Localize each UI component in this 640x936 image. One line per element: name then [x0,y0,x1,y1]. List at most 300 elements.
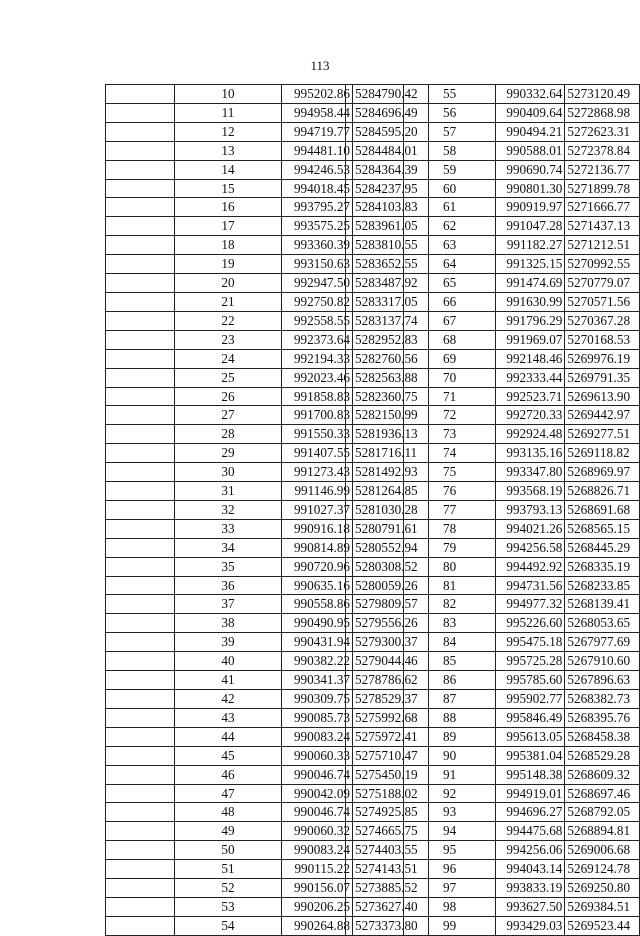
point-number-cell: 93 [404,803,496,822]
y-coordinate-cell: 5281030.28 [353,500,429,519]
y-coordinate-cell: 5267896.63 [565,671,640,690]
x-coordinate-cell: 994919.01 [496,784,565,803]
point-number-cell: 72 [404,406,496,425]
y-coordinate-cell: 5268139.41 [565,595,640,614]
x-coordinate-cell: 992558.55 [282,311,353,330]
y-coordinate-cell: 5274143.51 [353,860,429,879]
table-row [346,652,640,671]
y-coordinate-cell: 5268233.85 [565,576,640,595]
blank-cell [106,841,175,860]
point-number-cell: 35 [175,557,282,576]
blank-cell [106,822,175,841]
x-coordinate-cell: 994977.32 [496,595,565,614]
y-coordinate-cell: 5268969.97 [565,463,640,482]
blank-cell [346,141,404,160]
table-row [346,463,640,482]
x-coordinate-cell: 990919.97 [496,198,565,217]
blank-cell [346,784,404,803]
table-row [346,198,640,217]
y-coordinate-cell: 5268335.19 [565,557,640,576]
x-coordinate-cell: 991700.83 [282,406,353,425]
x-coordinate-cell: 993575.25 [282,217,353,236]
x-coordinate-cell: 991027.37 [282,500,353,519]
point-number-cell: 29 [175,444,282,463]
table-row [346,217,640,236]
blank-cell [346,822,404,841]
blank-cell [346,879,404,898]
point-number-cell: 49 [175,822,282,841]
y-coordinate-cell: 5280791.61 [353,519,429,538]
table-row [346,765,640,784]
table-row [346,803,640,822]
blank-cell [106,879,175,898]
table-row [346,614,640,633]
point-number-cell: 22 [175,311,282,330]
x-coordinate-cell: 990156.07 [282,879,353,898]
blank-cell [346,633,404,652]
x-coordinate-cell: 993793.13 [496,500,565,519]
x-coordinate-cell: 993135.16 [496,444,565,463]
blank-cell [346,330,404,349]
point-number-cell: 47 [175,784,282,803]
blank-cell [346,557,404,576]
x-coordinate-cell: 994256.58 [496,538,565,557]
point-number-cell: 20 [175,274,282,293]
y-coordinate-cell: 5283317.05 [353,292,429,311]
point-number-cell: 19 [175,255,282,274]
x-coordinate-cell: 990494.21 [496,122,565,141]
table-row [346,746,640,765]
table-row [346,160,640,179]
y-coordinate-cell: 5267910.60 [565,652,640,671]
x-coordinate-cell: 990046.74 [282,765,353,784]
table-row [346,708,640,727]
y-coordinate-cell: 5274665.75 [353,822,429,841]
blank-cell [346,274,404,293]
blank-cell [106,784,175,803]
blank-cell [346,500,404,519]
blank-cell [346,368,404,387]
table-row [346,879,640,898]
y-coordinate-cell: 5284103.83 [353,198,429,217]
table-row [346,482,640,501]
x-coordinate-cell: 994475.68 [496,822,565,841]
x-coordinate-cell: 991474.69 [496,274,565,293]
x-coordinate-cell: 994018.45 [282,179,353,198]
table-row [346,330,640,349]
point-number-cell: 64 [404,255,496,274]
y-coordinate-cell: 5269006.68 [565,841,640,860]
x-coordinate-cell: 993568.19 [496,482,565,501]
table-row [346,633,640,652]
point-number-cell: 39 [175,633,282,652]
x-coordinate-cell: 995202.86 [282,85,353,104]
blank-cell [106,387,175,406]
point-number-cell: 28 [175,425,282,444]
y-coordinate-cell: 5270571.56 [565,292,640,311]
point-number-cell: 53 [175,897,282,916]
blank-cell [346,292,404,311]
table-row [346,349,640,368]
blank-cell [346,217,404,236]
y-coordinate-cell: 5282150.99 [353,406,429,425]
x-coordinate-cell: 994021.26 [496,519,565,538]
x-coordinate-cell: 995381.04 [496,746,565,765]
point-number-cell: 18 [175,236,282,255]
table-row [346,916,640,935]
y-coordinate-cell: 5272136.77 [565,160,640,179]
blank-cell [346,122,404,141]
x-coordinate-cell: 994043.14 [496,860,565,879]
blank-cell [346,103,404,122]
x-coordinate-cell: 991858.83 [282,387,353,406]
point-number-cell: 40 [175,652,282,671]
point-number-cell: 79 [404,538,496,557]
point-number-cell: 25 [175,368,282,387]
y-coordinate-cell: 5270367.28 [565,311,640,330]
y-coordinate-cell: 5268609.32 [565,765,640,784]
blank-cell [106,274,175,293]
x-coordinate-cell: 993150.63 [282,255,353,274]
blank-cell [106,292,175,311]
blank-cell [106,85,175,104]
x-coordinate-cell: 995226.60 [496,614,565,633]
x-coordinate-cell: 990341.37 [282,671,353,690]
point-number-cell: 86 [404,671,496,690]
point-number-cell: 23 [175,330,282,349]
blank-cell [106,141,175,160]
y-coordinate-cell: 5268382.73 [565,690,640,709]
blank-cell [346,916,404,935]
y-coordinate-cell: 5284790.42 [353,85,429,104]
y-coordinate-cell: 5279044.46 [353,652,429,671]
point-number-cell: 97 [404,879,496,898]
page-number: 113 [310,58,330,73]
blank-cell [346,179,404,198]
x-coordinate-cell: 994958.44 [282,103,353,122]
y-coordinate-cell: 5271212.51 [565,236,640,255]
blank-cell [346,803,404,822]
point-number-cell: 16 [175,198,282,217]
blank-cell [106,444,175,463]
x-coordinate-cell: 993429.03 [496,916,565,935]
x-coordinate-cell: 993627.50 [496,897,565,916]
x-coordinate-cell: 994731.56 [496,576,565,595]
table-row [346,103,640,122]
y-coordinate-cell: 5284364.39 [353,160,429,179]
x-coordinate-cell: 992023.46 [282,368,353,387]
blank-cell [106,368,175,387]
point-number-cell: 11 [175,103,282,122]
point-number-cell: 46 [175,765,282,784]
blank-cell [106,482,175,501]
y-coordinate-cell: 5272623.31 [565,122,640,141]
table-row [346,236,640,255]
point-number-cell: 26 [175,387,282,406]
table-row [346,727,640,746]
y-coordinate-cell: 5269250.80 [565,879,640,898]
point-number-cell: 94 [404,822,496,841]
y-coordinate-cell: 5275710.47 [353,746,429,765]
point-number-cell: 67 [404,311,496,330]
table-row [346,784,640,803]
x-coordinate-cell: 990690.74 [496,160,565,179]
x-coordinate-cell: 991796.29 [496,311,565,330]
y-coordinate-cell: 5275188.02 [353,784,429,803]
y-coordinate-cell: 5280552.94 [353,538,429,557]
x-coordinate-cell: 990431.94 [282,633,353,652]
blank-cell [346,406,404,425]
blank-cell [346,595,404,614]
y-coordinate-cell: 5268792.05 [565,803,640,822]
point-number-cell: 54 [175,916,282,935]
blank-cell [106,500,175,519]
x-coordinate-cell: 991146.99 [282,482,353,501]
y-coordinate-cell: 5269442.97 [565,406,640,425]
y-coordinate-cell: 5283137.74 [353,311,429,330]
blank-cell [346,841,404,860]
blank-cell [106,425,175,444]
blank-cell [106,897,175,916]
x-coordinate-cell: 995902.77 [496,690,565,709]
x-coordinate-cell: 990588.01 [496,141,565,160]
y-coordinate-cell: 5268697.46 [565,784,640,803]
y-coordinate-cell: 5282952.83 [353,330,429,349]
blank-cell [106,463,175,482]
table-row [346,822,640,841]
x-coordinate-cell: 991630.99 [496,292,565,311]
point-number-cell: 13 [175,141,282,160]
y-coordinate-cell: 5269613.90 [565,387,640,406]
blank-cell [106,311,175,330]
blank-cell [106,519,175,538]
x-coordinate-cell: 992720.33 [496,406,565,425]
table-row [346,841,640,860]
point-number-cell: 38 [175,614,282,633]
y-coordinate-cell: 5268691.68 [565,500,640,519]
y-coordinate-cell: 5281716.11 [353,444,429,463]
x-coordinate-cell: 994256.06 [496,841,565,860]
point-number-cell: 95 [404,841,496,860]
blank-cell [106,671,175,690]
blank-cell [106,406,175,425]
y-coordinate-cell: 5269384.51 [565,897,640,916]
x-coordinate-cell: 995846.49 [496,708,565,727]
x-coordinate-cell: 993795.27 [282,198,353,217]
y-coordinate-cell: 5284237.95 [353,179,429,198]
point-number-cell: 43 [175,708,282,727]
table-row [346,690,640,709]
blank-cell [346,519,404,538]
y-coordinate-cell: 5274925.85 [353,803,429,822]
table-row [346,500,640,519]
x-coordinate-cell: 990309.75 [282,690,353,709]
x-coordinate-cell: 991273.43 [282,463,353,482]
point-number-cell: 75 [404,463,496,482]
y-coordinate-cell: 5283487.92 [353,274,429,293]
y-coordinate-cell: 5282760.56 [353,349,429,368]
blank-cell [346,671,404,690]
table-row [346,860,640,879]
point-number-cell: 62 [404,217,496,236]
point-number-cell: 30 [175,463,282,482]
blank-cell [346,727,404,746]
point-number-cell: 10 [175,85,282,104]
table-row [346,595,640,614]
blank-cell [346,236,404,255]
x-coordinate-cell: 995475.18 [496,633,565,652]
blank-cell [346,387,404,406]
x-coordinate-cell: 994492.92 [496,557,565,576]
blank-cell [346,708,404,727]
table-row [346,444,640,463]
point-number-cell: 73 [404,425,496,444]
blank-cell [106,708,175,727]
x-coordinate-cell: 994481.10 [282,141,353,160]
y-coordinate-cell: 5269976.19 [565,349,640,368]
y-coordinate-cell: 5282563.88 [353,368,429,387]
y-coordinate-cell: 5271666.77 [565,198,640,217]
point-number-cell: 65 [404,274,496,293]
y-coordinate-cell: 5284595.20 [353,122,429,141]
x-coordinate-cell: 990814.89 [282,538,353,557]
blank-cell [106,103,175,122]
point-number-cell: 57 [404,122,496,141]
y-coordinate-cell: 5281264.85 [353,482,429,501]
table-row [346,179,640,198]
blank-cell [346,614,404,633]
point-number-cell: 48 [175,803,282,822]
y-coordinate-cell: 5269277.51 [565,425,640,444]
point-number-cell: 82 [404,595,496,614]
table-row [346,292,640,311]
table-body [346,85,640,936]
x-coordinate-cell: 992194.33 [282,349,353,368]
y-coordinate-cell: 5279809.57 [353,595,429,614]
x-coordinate-cell: 992947.50 [282,274,353,293]
table-row [346,85,640,104]
point-number-cell: 37 [175,595,282,614]
table-row [346,425,640,444]
blank-cell [106,690,175,709]
table-row [346,368,640,387]
point-number-cell: 76 [404,482,496,501]
y-coordinate-cell: 5268565.15 [565,519,640,538]
blank-cell [346,349,404,368]
blank-cell [346,897,404,916]
point-number-cell: 91 [404,765,496,784]
blank-cell [106,349,175,368]
x-coordinate-cell: 993360.39 [282,236,353,255]
y-coordinate-cell: 5269523.44 [565,916,640,935]
x-coordinate-cell: 990115.22 [282,860,353,879]
point-number-cell: 51 [175,860,282,879]
blank-cell [346,160,404,179]
point-number-cell: 41 [175,671,282,690]
blank-cell [106,803,175,822]
y-coordinate-cell: 5273627.40 [353,897,429,916]
point-number-cell: 99 [404,916,496,935]
coordinates-table-right [345,84,640,936]
table-row [346,274,640,293]
blank-cell [346,85,404,104]
table-row [346,311,640,330]
y-coordinate-cell: 5270992.55 [565,255,640,274]
blank-cell [346,482,404,501]
table-row [346,576,640,595]
point-number-cell: 15 [175,179,282,198]
y-coordinate-cell: 5278786.62 [353,671,429,690]
x-coordinate-cell: 994696.27 [496,803,565,822]
y-coordinate-cell: 5271437.13 [565,217,640,236]
blank-cell [106,595,175,614]
blank-cell [106,122,175,141]
y-coordinate-cell: 5284696.49 [353,103,429,122]
point-number-cell: 17 [175,217,282,236]
x-coordinate-cell: 994246.53 [282,160,353,179]
blank-cell [106,652,175,671]
blank-cell [346,576,404,595]
x-coordinate-cell: 990720.96 [282,557,353,576]
point-number-cell: 34 [175,538,282,557]
blank-cell [106,614,175,633]
point-number-cell: 50 [175,841,282,860]
x-coordinate-cell: 991550.33 [282,425,353,444]
blank-cell [346,198,404,217]
point-number-cell: 59 [404,160,496,179]
x-coordinate-cell: 990916.18 [282,519,353,538]
y-coordinate-cell: 5280059.26 [353,576,429,595]
y-coordinate-cell: 5270168.53 [565,330,640,349]
x-coordinate-cell: 995148.38 [496,765,565,784]
point-number-cell: 88 [404,708,496,727]
point-number-cell: 56 [404,103,496,122]
point-number-cell: 96 [404,860,496,879]
point-number-cell: 44 [175,727,282,746]
blank-cell [346,425,404,444]
y-coordinate-cell: 5268445.29 [565,538,640,557]
y-coordinate-cell: 5281936.13 [353,425,429,444]
blank-cell [346,746,404,765]
point-number-cell: 92 [404,784,496,803]
point-number-cell: 42 [175,690,282,709]
y-coordinate-cell: 5282360.75 [353,387,429,406]
point-number-cell: 80 [404,557,496,576]
point-number-cell: 24 [175,349,282,368]
y-coordinate-cell: 5269124.78 [565,860,640,879]
y-coordinate-cell: 5268826.71 [565,482,640,501]
y-coordinate-cell: 5272378.84 [565,141,640,160]
y-coordinate-cell: 5269118.82 [565,444,640,463]
x-coordinate-cell: 992523.71 [496,387,565,406]
blank-cell [346,463,404,482]
table-row [346,897,640,916]
x-coordinate-cell: 990060.32 [282,822,353,841]
y-coordinate-cell: 5279300.37 [353,633,429,652]
x-coordinate-cell: 990206.25 [282,897,353,916]
point-number-cell: 33 [175,519,282,538]
x-coordinate-cell: 990046.74 [282,803,353,822]
table-row [346,671,640,690]
y-coordinate-cell: 5283652.55 [353,255,429,274]
y-coordinate-cell: 5280308.52 [353,557,429,576]
point-number-cell: 58 [404,141,496,160]
point-number-cell: 69 [404,349,496,368]
point-number-cell: 66 [404,292,496,311]
x-coordinate-cell: 990083.24 [282,841,353,860]
point-number-cell: 89 [404,727,496,746]
y-coordinate-cell: 5268395.76 [565,708,640,727]
